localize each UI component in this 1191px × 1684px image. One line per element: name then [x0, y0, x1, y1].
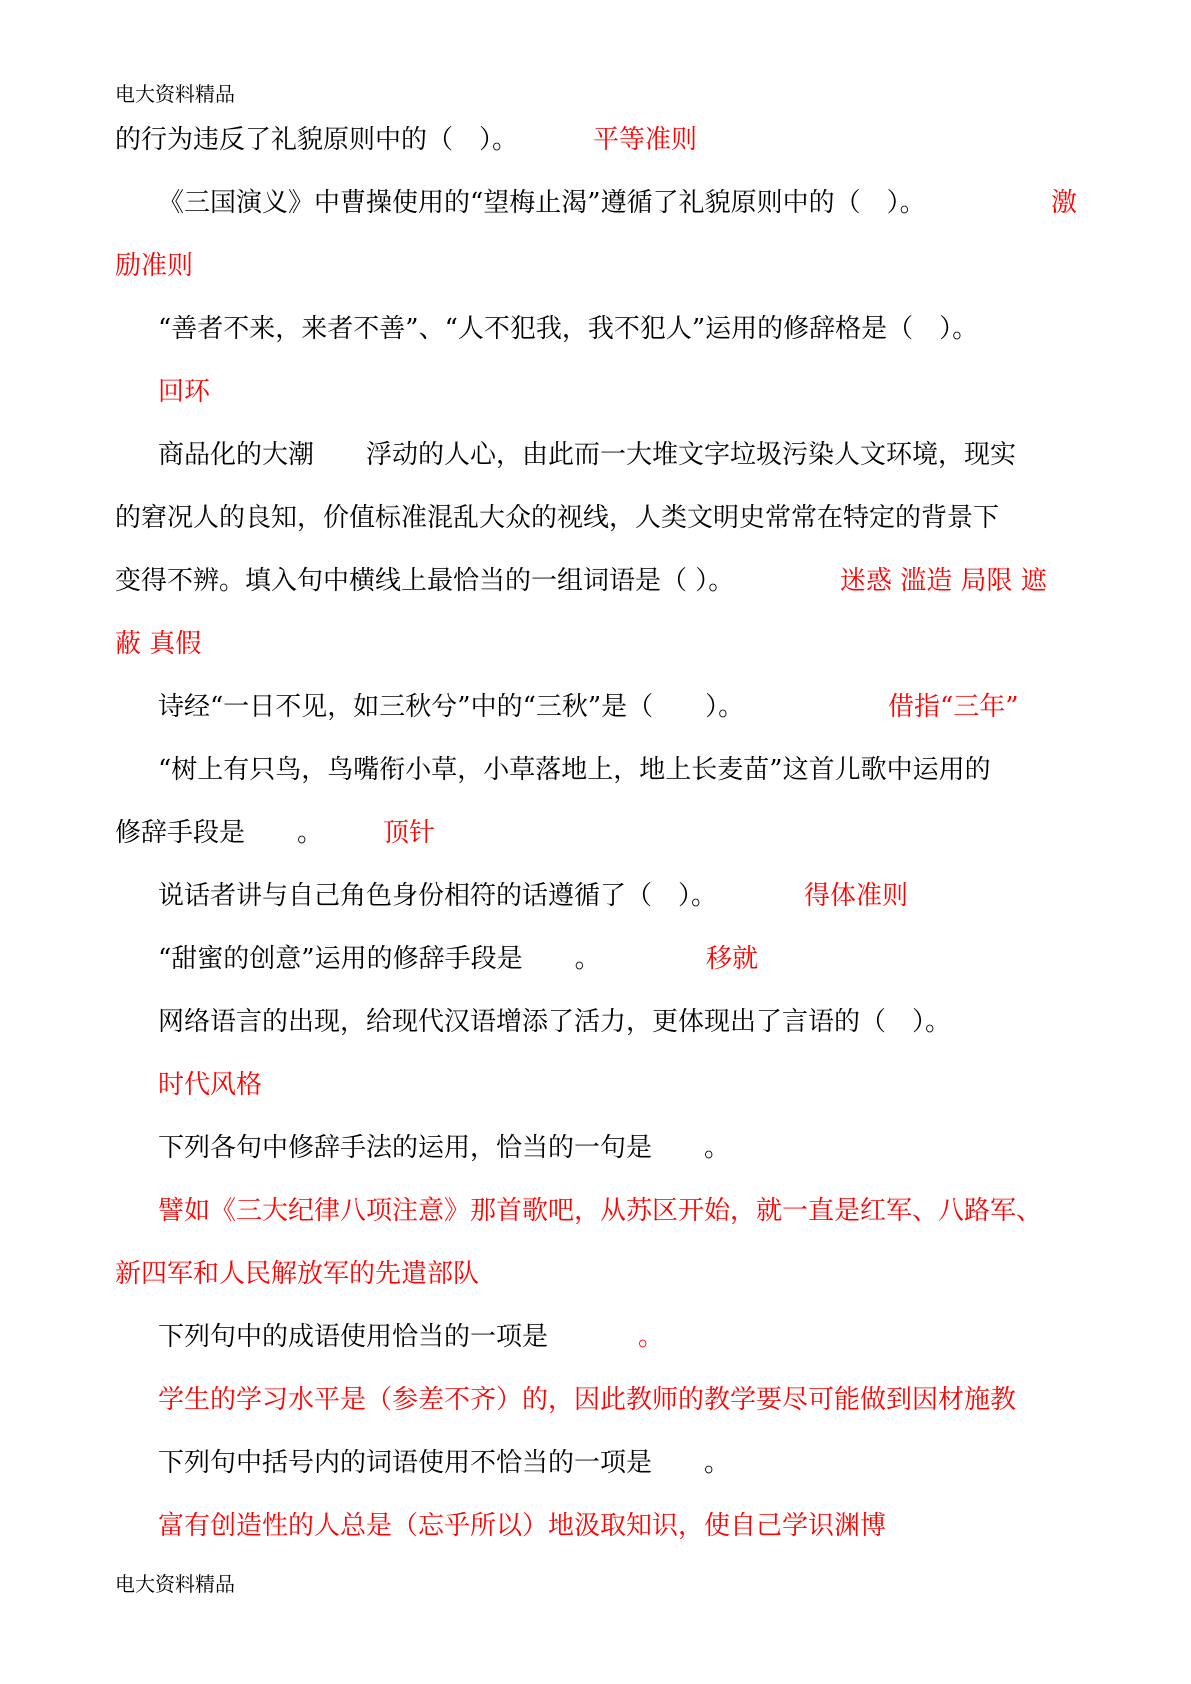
answer-text: 譬如《三大纪律八项注意》那首歌吧，从苏区开始，就一直是红军、八路军、 — [158, 1196, 1043, 1226]
question-text: 下列句中的成语使用恰当的一项是 — [158, 1322, 549, 1352]
answer-text: 富有创造性的人总是（忘乎所以）地汲取知识，使自己学识渊博 — [158, 1511, 887, 1541]
question-text: 的窘况人的良知，价值标准混乱大众的视线，人类文明史常常在特定的背景下 — [115, 503, 1000, 533]
question-text: 修辞手段是 。 — [115, 818, 324, 848]
answer-text: 励准则 — [115, 251, 194, 281]
answer-text: 蔽 真假 — [115, 629, 202, 659]
question-text: 诗经“一日不见，如三秋兮”中的“三秋”是（ ）。 — [158, 692, 745, 722]
question-text: 的行为违反了礼貌原则中的（ ）。 — [115, 125, 519, 155]
answer-text: 新四军和人民解放军的先遣部队 — [115, 1259, 480, 1289]
answer-text: 。 — [638, 1322, 665, 1352]
answer-text: 平等准则 — [593, 125, 698, 155]
answer-text: 移就 — [706, 944, 759, 974]
question-text: “甜蜜的创意”运用的修辞手段是 。 — [158, 944, 601, 974]
question-text: 网络语言的出现，给现代汉语增添了活力，更体现出了言语的（ ）。 — [158, 1007, 952, 1037]
page-footer: 电大资料精品 — [115, 1572, 235, 1596]
question-text: 商品化的大潮 浮动的人心，由此而一大堆文字垃圾污染人文环境，现实 — [158, 440, 1017, 470]
answer-text: 借指“三年” — [888, 692, 1019, 722]
answer-text: 得体准则 — [804, 881, 909, 911]
question-text: 《三国演义》中曹操使用的“望梅止渴”遵循了礼貌原则中的（ ）。 — [158, 188, 926, 218]
answer-text: 顶针 — [383, 818, 436, 848]
answer-text: 回环 — [158, 377, 211, 407]
answer-text: 学生的学习水平是（参差不齐）的，因此教师的教学要尽可能做到因材施教 — [158, 1385, 1017, 1415]
answer-text: 时代风格 — [158, 1070, 263, 1100]
question-text: “善者不来，来者不善”、“人不犯我，我不犯人”运用的修辞格是（ ）。 — [158, 314, 979, 344]
question-text: 下列各句中修辞手法的运用，恰当的一句是 。 — [158, 1133, 731, 1163]
question-text: 变得不辨。填入句中横线上最恰当的一组词语是（ ）。 — [115, 566, 735, 596]
page-header: 电大资料精品 — [115, 82, 235, 106]
answer-text: 激 — [1051, 188, 1078, 218]
question-text: “树上有只鸟，鸟嘴衔小草，小草落地上，地上长麦苗”这首儿歌中运用的 — [158, 755, 991, 785]
question-text: 说话者讲与自己角色身份相符的话遵循了（ ）。 — [158, 881, 718, 911]
answer-text: 迷惑 滥造 局限 遮 — [840, 566, 1047, 596]
question-text: 下列句中括号内的词语使用不恰当的一项是 。 — [158, 1448, 731, 1478]
